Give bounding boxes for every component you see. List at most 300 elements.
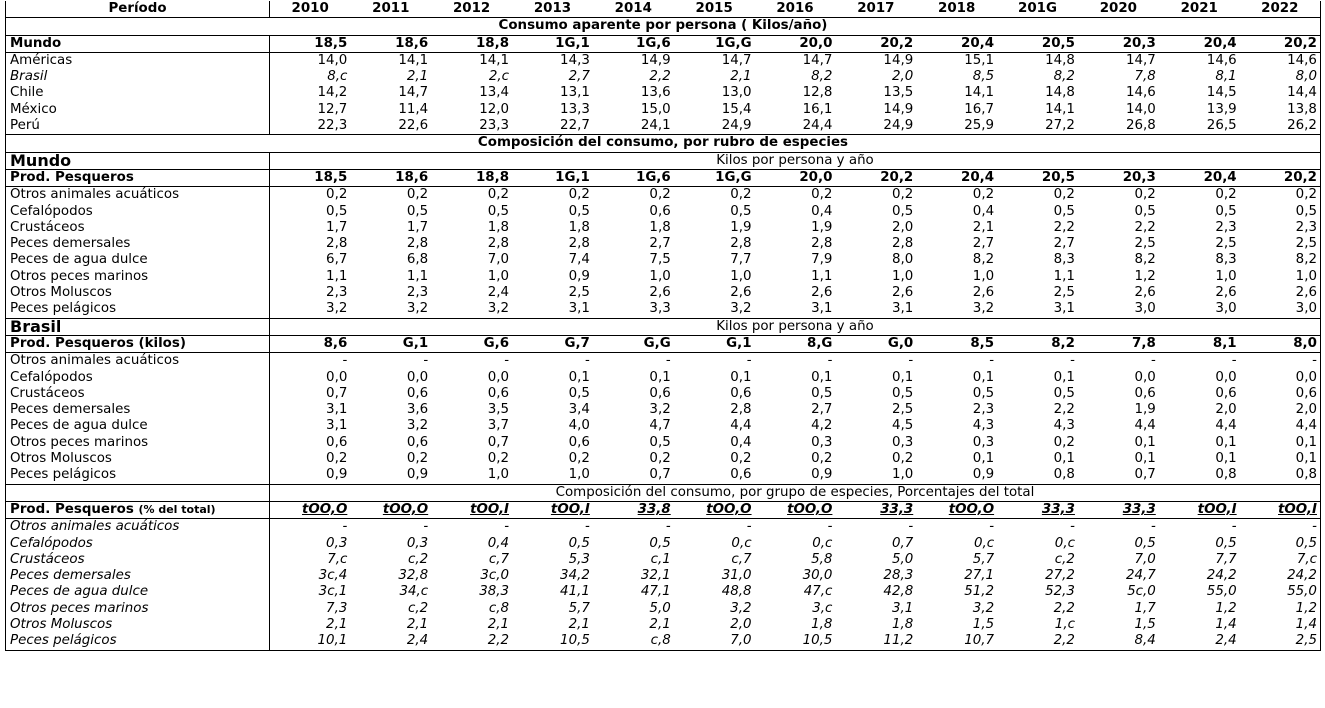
cell-value: 0,5 — [1215, 203, 1237, 219]
cell-value: 24,9 — [883, 118, 914, 134]
percent-total: tOO,I — [550, 501, 590, 517]
cell-value: 51,2 — [964, 584, 995, 600]
cell-value: 18,8 — [431, 35, 512, 52]
cell-value: 2,4 — [350, 633, 431, 650]
cell-value: 55,0 — [1240, 584, 1321, 600]
cell-value: 1,7 — [406, 219, 429, 235]
row-label: Peces demersales — [6, 402, 270, 418]
cell-value: 8,2 — [811, 69, 833, 85]
cell-value: 1,1 — [406, 268, 429, 284]
row-label: Peces pelágicos — [6, 301, 270, 318]
cell-value: 2,2 — [1053, 219, 1075, 235]
cell-value: 24,4 — [802, 118, 833, 134]
cell-value: 0,5 — [649, 434, 671, 450]
cell-value: - — [593, 353, 674, 370]
region-name: Mundo — [6, 152, 270, 169]
cell-value: 0,2 — [350, 187, 431, 204]
cell-value: 2,8 — [326, 236, 348, 252]
cell-value: 20,4 — [916, 169, 997, 186]
row-label: Otros peces marinos — [6, 269, 270, 285]
cell-value: 0,0 — [1215, 369, 1237, 385]
row-label: Brasil — [6, 69, 270, 85]
cell-value: 3,2 — [972, 600, 995, 616]
year-header: 2012 — [452, 1, 491, 16]
cell-value: 7,0 — [674, 633, 755, 650]
cell-value: 7,3 — [326, 600, 348, 616]
cell-value: 1G,G — [674, 169, 755, 186]
cell-value: 5c,0 — [1127, 584, 1156, 600]
cell-value: 1,0 — [972, 268, 995, 284]
cell-value: 5,7 — [568, 600, 590, 616]
cell-value: 3,5 — [487, 402, 510, 418]
cell-value: 1G,1 — [512, 169, 593, 186]
cell-value: 2,5 — [1215, 236, 1237, 252]
table-row — [6, 617, 1321, 633]
row-label: México — [6, 102, 270, 118]
cell-value: 14,6 — [1159, 52, 1240, 69]
cell-value: 2,1 — [487, 616, 510, 632]
cell-value: 1,2 — [1215, 600, 1237, 616]
table-row — [6, 568, 1321, 584]
cell-value: 20,2 — [1240, 35, 1321, 52]
cell-value: 0,c — [812, 535, 833, 551]
table-row — [6, 402, 1321, 418]
year-header: 2010 — [291, 1, 329, 16]
cell-value: 2,6 — [730, 285, 752, 301]
cell-value: 1,1 — [811, 268, 833, 284]
cell-value: 4,0 — [568, 418, 590, 434]
cell-value: 14,6 — [1125, 85, 1156, 101]
cell-value: 15,0 — [640, 101, 671, 117]
cell-value: 13,6 — [640, 85, 671, 101]
cell-value: 2,5 — [568, 285, 590, 301]
cell-value: 4,3 — [1053, 418, 1075, 434]
cell-value: 1,8 — [649, 219, 671, 235]
region-name: Brasil — [6, 318, 270, 335]
cell-value: c,2 — [408, 551, 429, 567]
row-label: Otros animales acuáticos — [6, 187, 270, 204]
cell-value: 2,5 — [1053, 285, 1075, 301]
cell-value: 1,5 — [972, 616, 995, 632]
region-header-row — [6, 318, 1321, 335]
total-row — [6, 501, 1321, 518]
cell-value: 7,4 — [568, 252, 590, 268]
table-row — [6, 52, 1321, 69]
cell-value: 14,8 — [997, 52, 1078, 69]
year-header: 2020 — [1099, 1, 1137, 16]
cell-value: 7,0 — [487, 252, 510, 268]
cell-value: 12,0 — [479, 101, 510, 117]
cell-value: 2,6 — [1240, 285, 1321, 301]
cell-value: 1,1 — [326, 268, 348, 284]
cell-value: 8,5 — [972, 69, 995, 85]
cell-value: 0,2 — [755, 187, 836, 204]
cell-value: 0,2 — [568, 451, 590, 467]
cell-value: 5,8 — [811, 551, 833, 567]
cell-value: 20,2 — [1240, 169, 1321, 186]
cell-value: 3c,0 — [480, 568, 510, 584]
table-row — [6, 187, 1321, 204]
cell-value: 0,5 — [891, 203, 914, 219]
cell-value: 0,5 — [1240, 204, 1321, 220]
cell-value: 4,5 — [891, 418, 914, 434]
cell-value: 0,9 — [972, 467, 995, 483]
cell-value: 0,1 — [891, 369, 914, 385]
cell-value: 3,1 — [891, 301, 914, 317]
cell-value: 2,1 — [649, 616, 671, 632]
cell-value: 1,9 — [811, 219, 833, 235]
percent-total: tOO,I — [470, 501, 510, 517]
cell-value: 0,2 — [997, 187, 1078, 204]
cell-value: 2,7 — [568, 69, 590, 85]
cell-value: 20,5 — [997, 169, 1078, 186]
year-header: 2016 — [776, 1, 814, 16]
cell-value: 0,6 — [1215, 385, 1237, 401]
cell-value: 11,2 — [835, 633, 916, 650]
cell-value: 14,3 — [512, 52, 593, 69]
cell-value: 3,0 — [1134, 301, 1156, 317]
cell-value: 7,5 — [649, 252, 671, 268]
cell-value: 2,1 — [730, 69, 752, 85]
cell-value: 0,7 — [326, 385, 348, 401]
section-title-row — [6, 484, 1321, 501]
cell-value: 0,7 — [1134, 467, 1156, 483]
row-label: Prod. Pesqueros — [6, 169, 270, 186]
cell-value: - — [1240, 519, 1321, 536]
cell-value: 1,5 — [1134, 616, 1156, 632]
cell-value: 18,8 — [431, 169, 512, 186]
row-label: Peces demersales — [6, 568, 270, 584]
consumption-table — [5, 1, 1321, 651]
year-header: 2013 — [533, 1, 572, 16]
cell-value: 1G,1 — [512, 35, 593, 52]
cell-value: - — [674, 353, 755, 370]
cell-value: 3,1 — [811, 301, 833, 317]
cell-value: 0,2 — [1078, 187, 1159, 204]
row-label: Crustáceos — [6, 552, 270, 568]
cell-value: 18,5 — [270, 35, 351, 52]
cell-value: 1,7 — [326, 219, 348, 235]
cell-value: 3,2 — [326, 301, 348, 317]
cell-value: - — [270, 353, 351, 370]
cell-value: 2,0 — [1240, 402, 1321, 418]
cell-value: 14,6 — [1240, 52, 1321, 69]
cell-value: 24,7 — [1125, 568, 1156, 584]
cell-value: 2,5 — [1240, 633, 1321, 650]
cell-value: - — [997, 353, 1078, 370]
cell-value: 0,8 — [1053, 467, 1075, 483]
year-header: 201G — [1018, 1, 1057, 16]
section-title-row — [6, 18, 1321, 35]
cell-value: 2,1 — [406, 616, 429, 632]
cell-value: 0,1 — [1053, 369, 1075, 385]
cell-value: G,0 — [835, 335, 916, 352]
cell-value: 0,1 — [1134, 434, 1156, 450]
cell-value: 3,2 — [487, 301, 510, 317]
table-row — [6, 584, 1321, 600]
cell-value: 2,8 — [406, 236, 429, 252]
cell-value: 0,5 — [972, 385, 995, 401]
cell-value: 2,1 — [972, 219, 995, 235]
cell-value: - — [512, 519, 593, 536]
cell-value: 1G,G — [674, 35, 755, 52]
cell-value: 0,9 — [406, 467, 429, 483]
cell-value: 6,7 — [326, 252, 348, 268]
cell-value: 6,8 — [406, 252, 429, 268]
cell-value: 1,2 — [1134, 268, 1156, 284]
cell-value: 3,1 — [891, 600, 914, 616]
cell-value: 8,4 — [1078, 633, 1159, 650]
cell-value: 2,1 — [568, 616, 590, 632]
cell-value: 0,5 — [568, 385, 590, 401]
cell-value: 20,3 — [1078, 35, 1159, 52]
cell-value: - — [1078, 519, 1159, 536]
unit-label: Kilos por persona y año — [270, 152, 1321, 169]
region-header-row — [6, 152, 1321, 169]
section-title: Consumo aparente por persona ( Kilos/año) — [6, 18, 1321, 35]
cell-value: 7,7 — [730, 252, 752, 268]
cell-value: 3,2 — [406, 418, 429, 434]
cell-value: 14,9 — [835, 52, 916, 69]
cell-value: 2,2 — [1053, 402, 1075, 418]
cell-value: 0,2 — [835, 187, 916, 204]
cell-value: 26,8 — [1125, 118, 1156, 134]
cell-value: 34,2 — [560, 568, 590, 584]
cell-value: 20,5 — [997, 35, 1078, 52]
cell-value: 30,0 — [802, 568, 833, 584]
cell-value: 7,7 — [1215, 551, 1237, 567]
year-header: 2015 — [695, 1, 733, 16]
cell-value: 5,3 — [568, 551, 590, 567]
unit-label: Kilos por persona y año — [270, 318, 1321, 335]
cell-value: 0,5 — [730, 203, 752, 219]
cell-value: 2,1 — [326, 616, 348, 632]
cell-value: 3,2 — [649, 402, 671, 418]
cell-value: 0,1 — [1240, 435, 1321, 451]
cell-value: 1,4 — [1240, 617, 1321, 633]
cell-value: 0,3 — [406, 535, 429, 551]
cell-value: - — [1240, 353, 1321, 370]
cell-value: 0,9 — [811, 467, 833, 483]
cell-value: 2,5 — [891, 402, 914, 418]
row-label: Américas — [6, 52, 270, 69]
cell-value: 3,2 — [972, 301, 995, 317]
cell-value: 1,0 — [730, 268, 752, 284]
period-label: Período — [6, 1, 270, 18]
cell-value: 2,4 — [1159, 633, 1240, 650]
cell-value: 0,2 — [431, 187, 512, 204]
year-header: 2018 — [938, 1, 976, 16]
row-label: Otros peces marinos — [6, 601, 270, 617]
cell-value: 0,2 — [1240, 187, 1321, 204]
blank-cell — [6, 484, 270, 501]
cell-value: 4,4 — [730, 418, 752, 434]
cell-value: 0,0 — [487, 369, 510, 385]
cell-value: 0,5 — [811, 385, 833, 401]
cell-value: 8,3 — [1053, 252, 1075, 268]
cell-value: 12,7 — [317, 101, 348, 117]
cell-value: 20,4 — [1159, 169, 1240, 186]
cell-value: 1,7 — [1134, 600, 1156, 616]
table-row — [6, 467, 1321, 484]
cell-value: 0,5 — [1053, 385, 1075, 401]
cell-value: 0,5 — [1240, 536, 1321, 552]
cell-value: 14,7 — [755, 52, 836, 69]
cell-value: 0,1 — [649, 369, 671, 385]
cell-value: 3,2 — [406, 301, 429, 317]
cell-value: 3,3 — [649, 301, 671, 317]
cell-value: - — [512, 353, 593, 370]
cell-value: 0,1 — [972, 369, 995, 385]
cell-value: 0,6 — [649, 203, 671, 219]
cell-value: 8,5 — [916, 335, 997, 352]
cell-value: 14,1 — [964, 85, 995, 101]
cell-value: 0,3 — [891, 434, 914, 450]
cell-value: 31,0 — [721, 568, 752, 584]
header-row — [6, 1, 1321, 18]
cell-value: 0,c — [973, 535, 995, 551]
cell-value — [916, 501, 997, 518]
cell-value: 3,c — [812, 600, 833, 616]
cell-value: 18,6 — [350, 169, 431, 186]
cell-value: 2,6 — [1134, 285, 1156, 301]
table-row — [6, 386, 1321, 402]
cell-value: - — [431, 353, 512, 370]
table-row — [6, 236, 1321, 252]
cell-value: c,1 — [650, 551, 671, 567]
row-label: Mundo — [6, 35, 270, 52]
cell-value: 4,2 — [811, 418, 833, 434]
cell-value: 0,c — [1054, 535, 1075, 551]
cell-value: - — [755, 519, 836, 536]
row-label: Otros animales acuáticos — [6, 353, 270, 370]
cell-value: 7,c — [1240, 552, 1321, 568]
cell-value: 0,c — [731, 535, 752, 551]
row-label: Peces demersales — [6, 236, 270, 252]
cell-value: 20,2 — [835, 169, 916, 186]
cell-value: 2,7 — [1053, 236, 1075, 252]
row-label: Crustáceos — [6, 220, 270, 236]
cell-value: 25,9 — [964, 118, 995, 134]
cell-value: 1,0 — [568, 467, 590, 483]
cell-value: 7,9 — [811, 252, 833, 268]
cell-value: 18,6 — [350, 35, 431, 52]
row-label: Chile — [6, 85, 270, 101]
row-label: Cefalópodos — [6, 204, 270, 220]
cell-value: 4,4 — [1240, 418, 1321, 434]
row-label: Perú — [6, 118, 270, 135]
cell-value — [1078, 501, 1159, 518]
cell-value: 13,3 — [560, 101, 590, 117]
cell-value: 14,1 — [431, 52, 512, 69]
row-label: Peces de agua dulce — [6, 584, 270, 600]
cell-value: - — [755, 353, 836, 370]
cell-value: 14,1 — [350, 52, 431, 69]
cell-value: 2,8 — [730, 236, 752, 252]
cell-value: 1,0 — [1215, 268, 1237, 284]
total-row — [6, 335, 1321, 352]
cell-value: 13,5 — [883, 85, 914, 101]
cell-value: 8,2 — [972, 252, 995, 268]
year-header: 2022 — [1240, 1, 1321, 18]
cell-value: 2,0 — [730, 616, 752, 632]
cell-value: 1,0 — [1240, 269, 1321, 285]
cell-value: 18,5 — [270, 169, 351, 186]
cell-value — [755, 501, 836, 518]
cell-value: 24,2 — [1206, 568, 1237, 584]
cell-value: 14,8 — [1045, 85, 1075, 101]
cell-value: 0,5 — [568, 535, 590, 551]
cell-value: 0,7 — [649, 467, 671, 483]
cell-value: 8,0 — [1240, 69, 1321, 85]
cell-value: 2,5 — [1134, 236, 1156, 252]
cell-value: 41,1 — [560, 584, 590, 600]
cell-value: 1,0 — [649, 268, 671, 284]
cell-value: 13,1 — [560, 85, 590, 101]
percent-total: tOO,O — [302, 501, 348, 517]
cell-value: 0,3 — [811, 434, 833, 450]
cell-value: 5,0 — [649, 600, 671, 616]
cell-value: 2,6 — [972, 285, 995, 301]
cell-value: 2,2 — [431, 633, 512, 650]
cell-value: 26,5 — [1206, 118, 1237, 134]
cell-value: 14,0 — [1125, 101, 1156, 117]
cell-value: 1,9 — [1134, 402, 1156, 418]
cell-value: 47,c — [803, 584, 833, 600]
cell-value: 34,c — [399, 584, 429, 600]
cell-value: 2,3 — [406, 285, 429, 301]
cell-value: 52,3 — [1045, 584, 1075, 600]
cell-value: 0,1 — [1215, 434, 1237, 450]
cell-value: 3,0 — [1240, 301, 1321, 318]
cell-value: - — [431, 519, 512, 536]
table-row — [6, 536, 1321, 552]
cell-value: 8,2 — [1053, 69, 1075, 85]
cell-value: 0,9 — [568, 268, 590, 284]
percent-total: 33,8 — [637, 501, 671, 517]
cell-value: 11,4 — [398, 101, 429, 117]
cell-value: 0,0 — [1240, 370, 1321, 386]
cell-value: 1G,6 — [593, 169, 674, 186]
cell-value: 10,5 — [755, 633, 836, 650]
cell-value: G,1 — [350, 335, 431, 352]
cell-value: 3,1 — [326, 402, 348, 418]
cell-value: 0,2 — [649, 451, 671, 467]
cell-value: 8,2 — [997, 335, 1078, 352]
table-row — [6, 220, 1321, 236]
cell-value: 32,8 — [398, 568, 429, 584]
cell-value: 20,0 — [755, 35, 836, 52]
cell-value: 0,5 — [1134, 535, 1156, 551]
cell-value: c,2 — [1054, 551, 1075, 567]
cell-value: 2,8 — [891, 236, 914, 252]
cell-value: 5,0 — [891, 551, 914, 567]
cell-value: 8,G — [755, 335, 836, 352]
cell-value: 2,6 — [811, 285, 833, 301]
cell-value: c,8 — [593, 633, 674, 650]
cell-value: 0,6 — [730, 467, 752, 483]
cell-value: 0,8 — [1240, 467, 1321, 484]
cell-value: - — [270, 519, 351, 536]
cell-value: 0,2 — [326, 451, 348, 467]
cell-value: 8,0 — [891, 252, 914, 268]
cell-value: 27,1 — [964, 568, 995, 584]
cell-value: 48,8 — [721, 584, 752, 600]
cell-value: 0,5 — [326, 203, 348, 219]
cell-value: 0,1 — [568, 369, 590, 385]
table-row — [6, 633, 1321, 650]
cell-value: 0,6 — [406, 434, 429, 450]
